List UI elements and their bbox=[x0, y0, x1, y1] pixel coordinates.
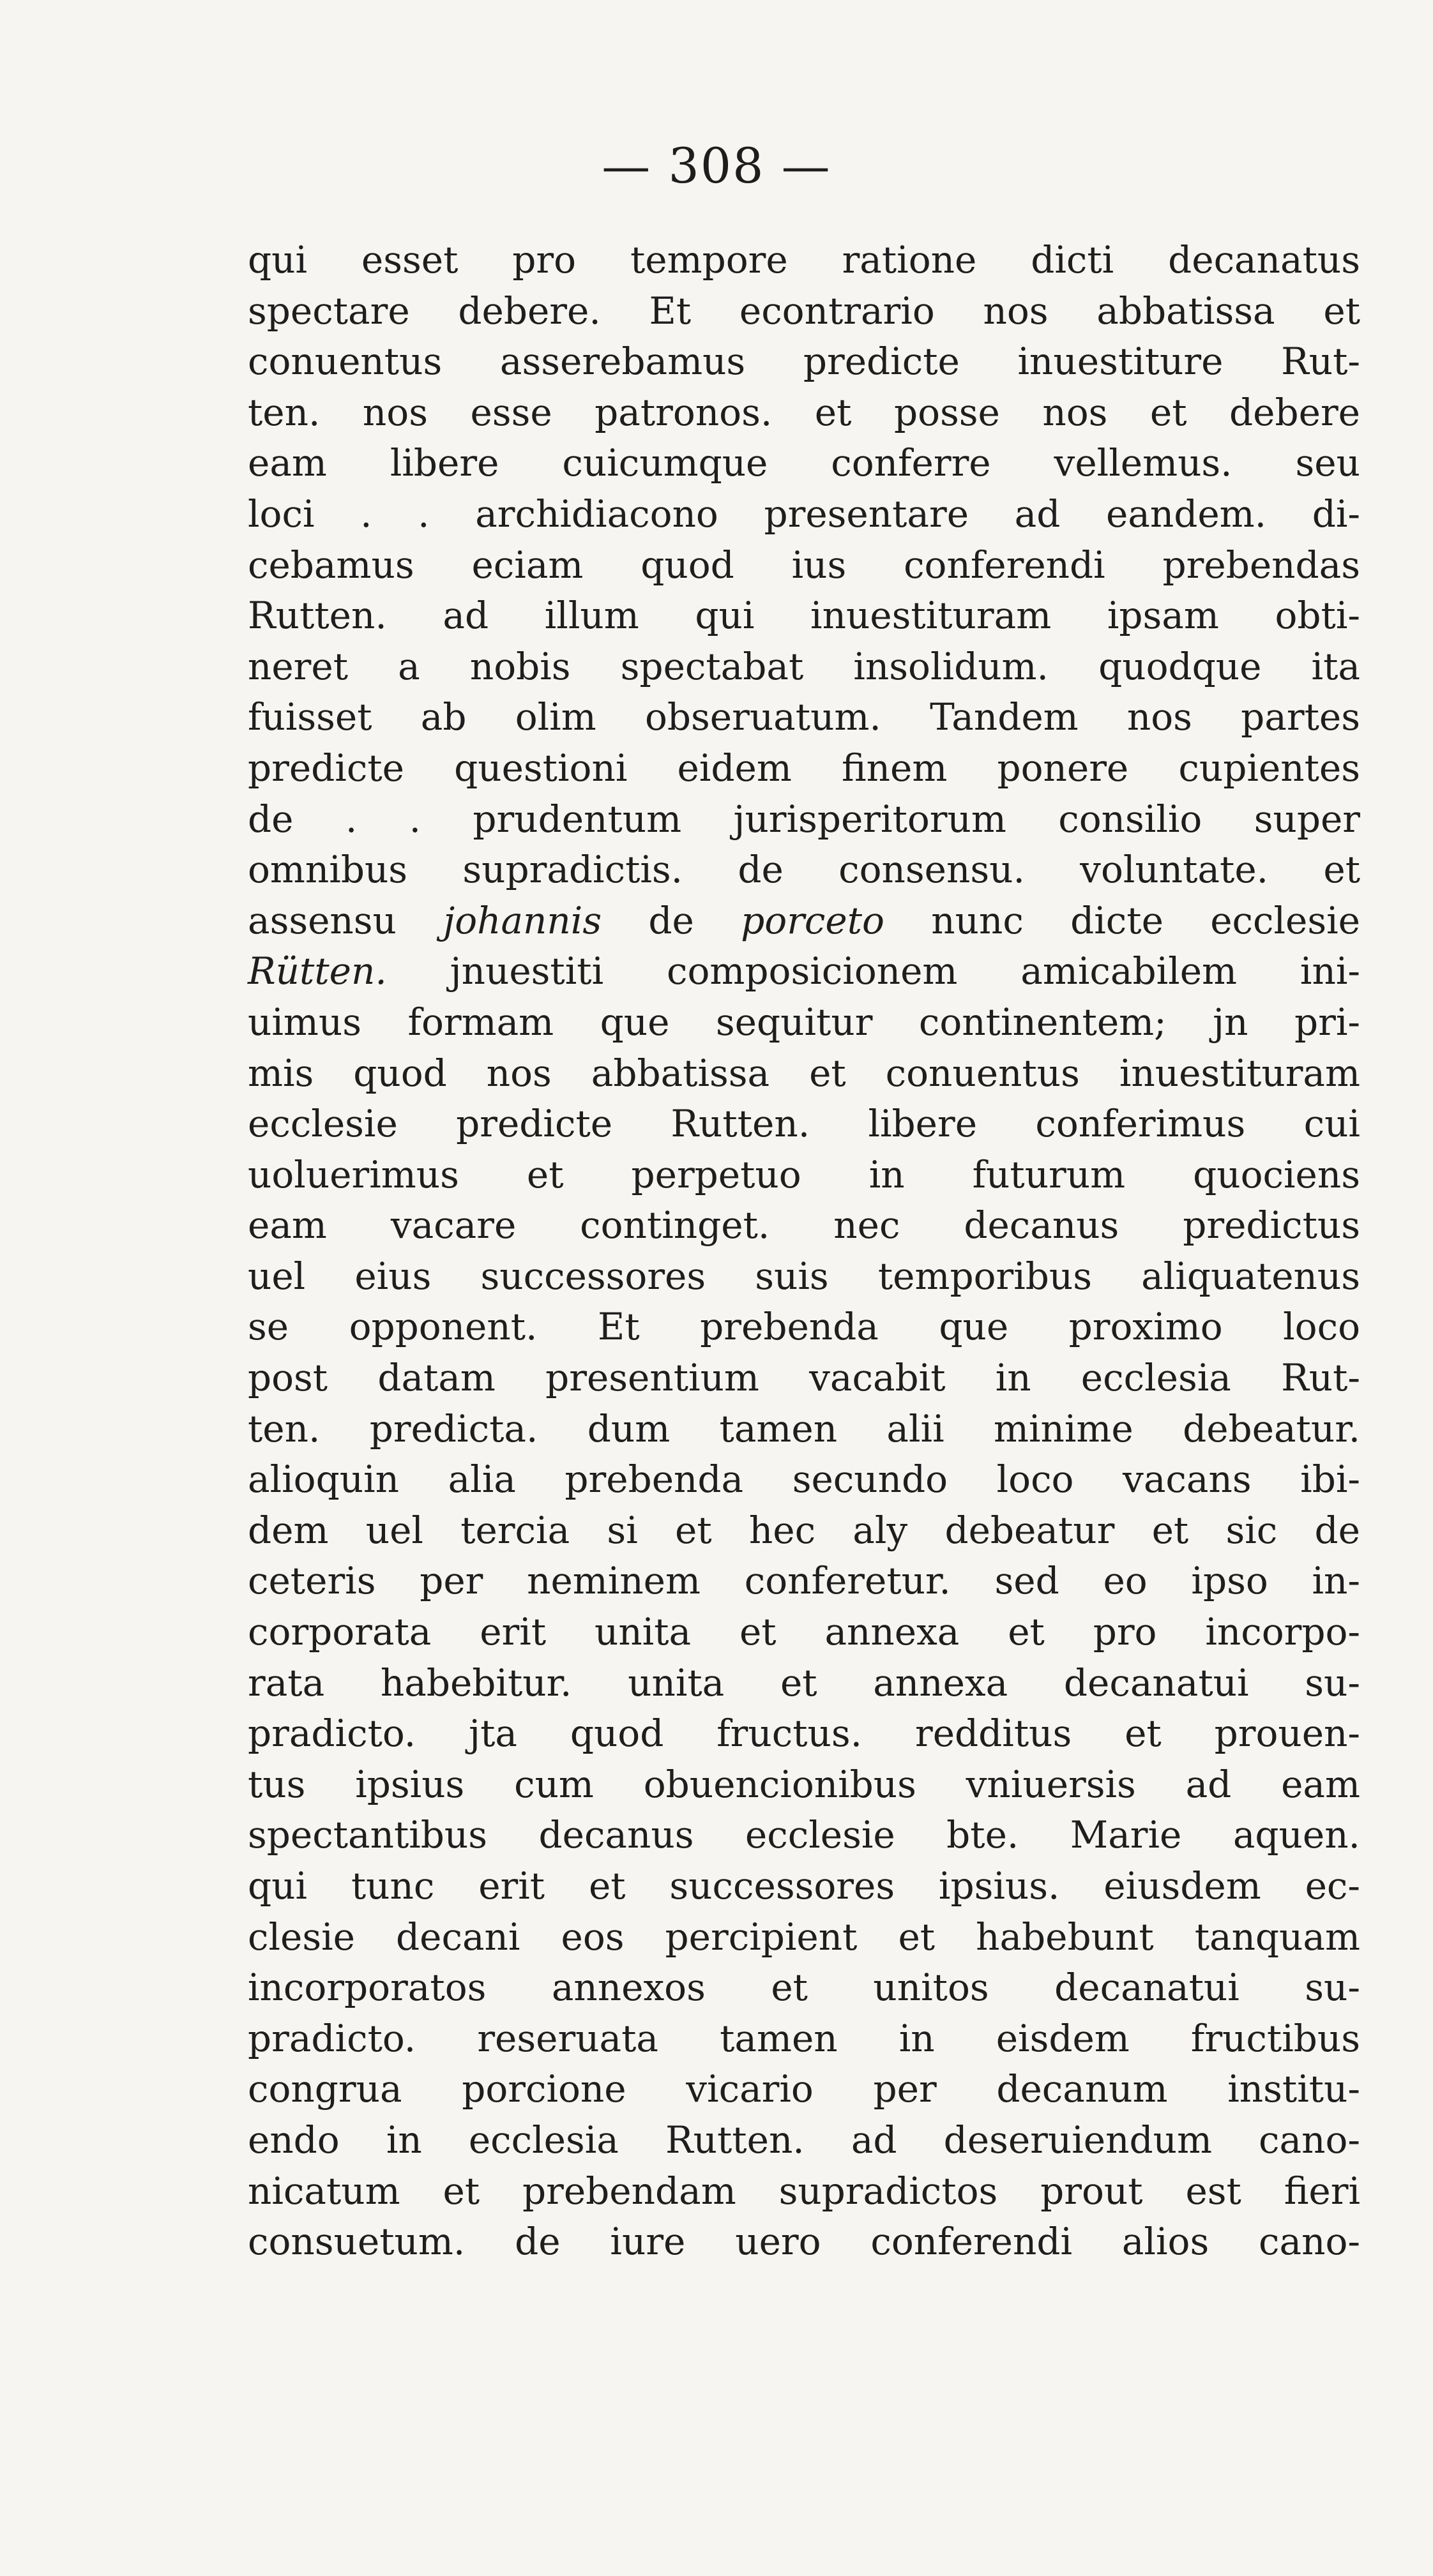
text-line: mis quod nos abbatissa et conuentus inuestituram bbox=[248, 1051, 1360, 1095]
text-line: predicte questioni eidem finem ponere cupientes bbox=[248, 746, 1360, 790]
text-line: qui esset pro tempore ratione dicti decanatus bbox=[248, 238, 1360, 282]
text-line: omnibus supradictis. de consensu. voluntate. et bbox=[248, 848, 1360, 892]
text-line: incorporatos annexos et unitos decanatui su- bbox=[248, 1966, 1360, 2010]
text-line: pradicto. reseruata tamen in eisdem fructibus bbox=[248, 2016, 1360, 2060]
text-line: ten. predicta. dum tamen alii minime debeatur. bbox=[248, 1406, 1360, 1450]
italic-name: porceto bbox=[741, 898, 884, 942]
text-line: post datam presentium vacabit in ecclesia Rut- bbox=[248, 1356, 1360, 1400]
text-line: Rutten. ad illum qui inuestituram ipsam obti- bbox=[248, 594, 1360, 638]
text-line: uimus formam que sequitur continentem; jn pri- bbox=[248, 1000, 1360, 1044]
body-text bbox=[248, 235, 1360, 2268]
text-line: congrua porcione vicario per decanum institu- bbox=[248, 2067, 1360, 2111]
text-line: eam libere cuicumque conferre vellemus. seu bbox=[248, 441, 1360, 485]
text-line: tus ipsius cum obuencionibus vniuersis ad eam bbox=[248, 1762, 1360, 1806]
text-line: neret a nobis spectabat insolidum. quodque ita bbox=[248, 644, 1360, 688]
page-number: — 308 — bbox=[602, 137, 831, 194]
italic-name: johannis bbox=[443, 898, 602, 942]
text-line: spectare debere. Et econtrario nos abbatissa et bbox=[248, 289, 1360, 333]
text-line: ecclesie predicte Rutten. libere conferimus cui bbox=[248, 1102, 1360, 1146]
text-line: clesie decani eos percipient et habebunt tanquam bbox=[248, 1915, 1360, 1959]
text-line: pradicto. jta quod fructus. redditus et prouen- bbox=[248, 1712, 1360, 1756]
text-line: de . . prudentum jurisperitorum consilio super bbox=[248, 797, 1360, 841]
text-line: fuisset ab olim obseruatum. Tandem nos partes bbox=[248, 695, 1360, 739]
text-line: qui tunc erit et successores ipsius. eiusdem ec- bbox=[248, 1864, 1360, 1908]
text-line: uel eius successores suis temporibus aliquatenus bbox=[248, 1254, 1360, 1298]
text-line: ten. nos esse patronos. et posse nos et debere bbox=[248, 390, 1360, 434]
text-line: se opponent. Et prebenda que proximo loco bbox=[248, 1305, 1360, 1349]
text-line: uoluerimus et perpetuo in futurum quociens bbox=[248, 1152, 1360, 1196]
text-line: alioquin alia prebenda secundo loco vacans ibi- bbox=[248, 1457, 1360, 1502]
text-line: dem uel tercia si et hec aly debeatur et sic de bbox=[248, 1508, 1360, 1552]
text-line: endo in ecclesia Rutten. ad deseruiendum cano- bbox=[248, 2118, 1360, 2162]
text-line: rata habebitur. unita et annexa decanatui su- bbox=[248, 1661, 1360, 1705]
text-line: spectantibus decanus ecclesie bte. Marie aquen. bbox=[248, 1813, 1360, 1857]
text-line: assensu johannis de porceto nunc dicte ecclesie bbox=[248, 898, 1361, 942]
text-line: corporata erit unita et annexa et pro incorpo- bbox=[248, 1610, 1360, 1654]
text-line: nicatum et prebendam supradictos prout est fieri bbox=[248, 2169, 1360, 2213]
text-line: conuentus asserebamus predicte inuestiture Rut- bbox=[248, 340, 1360, 384]
text-line: eam vacare continget. nec decanus predictus bbox=[248, 1203, 1360, 1247]
italic-name: Rütten. bbox=[248, 949, 387, 993]
text-line: cebamus eciam quod ius conferendi prebendas bbox=[248, 543, 1360, 587]
text-line: loci . . archidiacono presentare ad eandem. di- bbox=[248, 492, 1360, 536]
text-line: Rütten. jnuestiti composicionem amicabilem ini- bbox=[248, 949, 1360, 993]
text-line: consuetum. de iure uero conferendi alios cano- bbox=[248, 2220, 1360, 2264]
text-line: ceteris per neminem conferetur. sed eo ipso in- bbox=[248, 1559, 1360, 1603]
